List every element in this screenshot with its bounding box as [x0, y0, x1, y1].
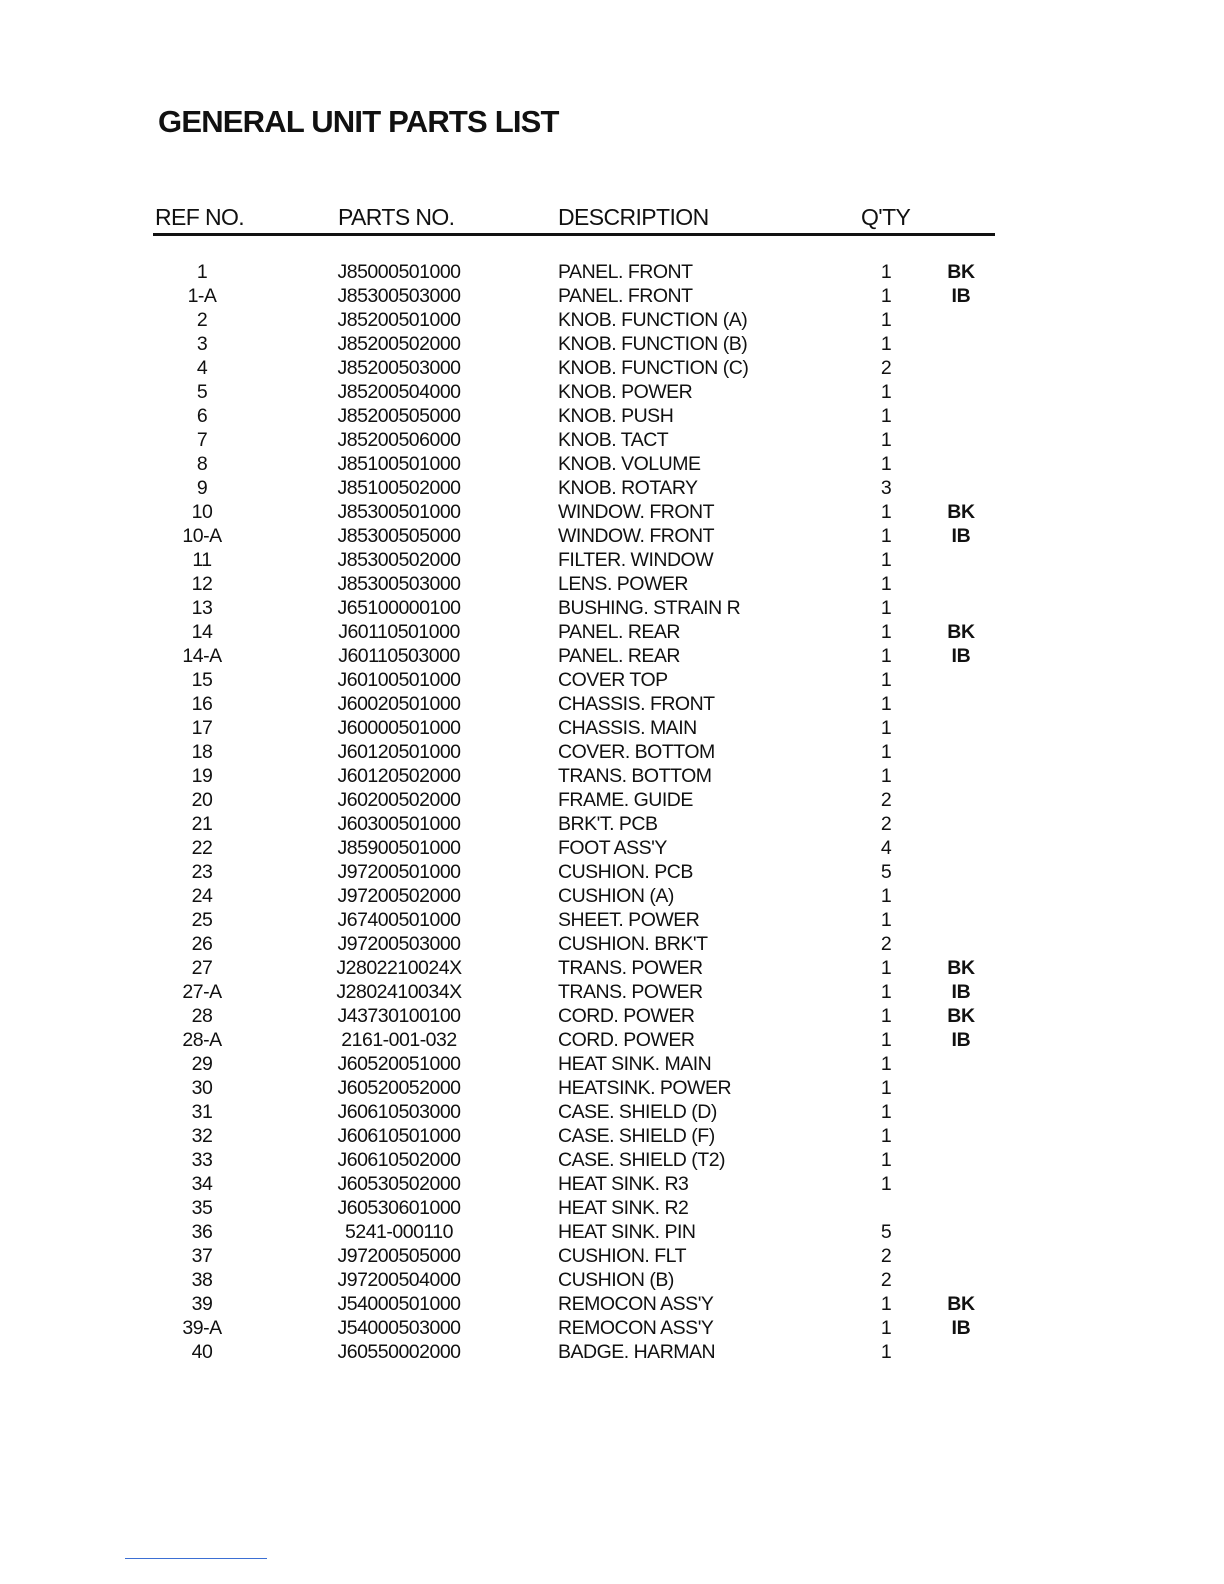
color-code-cell: IB — [951, 1029, 971, 1051]
qty-cell: 1 — [880, 381, 892, 403]
parts-no-cell: J60110501000 — [338, 621, 460, 643]
ref-cell: 35 — [191, 1197, 213, 1219]
table-row — [0, 788, 1224, 812]
qty-cell: 1 — [880, 453, 892, 475]
ref-cell: 39 — [191, 1293, 213, 1315]
qty-cell: 1 — [880, 261, 892, 283]
table-row — [0, 1028, 1224, 1052]
color-code-cell: IB — [951, 1317, 971, 1339]
description-cell: PANEL. REAR — [558, 621, 681, 643]
ref-cell: 17 — [191, 717, 213, 739]
ref-cell: 4 — [196, 357, 208, 379]
description-cell: CHASSIS. FRONT — [558, 693, 715, 715]
table-row — [0, 356, 1224, 380]
parts-no-cell: J85300503000 — [337, 573, 461, 595]
ref-cell: 30 — [191, 1077, 213, 1099]
table-row — [0, 764, 1224, 788]
parts-no-cell: J60300501000 — [337, 813, 461, 835]
ref-cell: 20 — [191, 789, 213, 811]
table-row — [0, 1100, 1224, 1124]
color-code-cell: IB — [951, 645, 971, 667]
description-cell: KNOB. TACT — [558, 429, 669, 451]
description-cell: BRK'T. PCB — [558, 813, 658, 835]
color-code-cell: IB — [951, 981, 971, 1003]
qty-cell: 3 — [880, 477, 892, 499]
qty-cell: 1 — [880, 957, 892, 979]
ref-cell: 34 — [191, 1173, 213, 1195]
table-row — [0, 1244, 1224, 1268]
ref-cell: 26 — [191, 933, 213, 955]
description-cell: FOOT ASS'Y — [558, 837, 667, 859]
parts-no-cell: J85200503000 — [337, 357, 461, 379]
ref-cell: 9 — [196, 477, 208, 499]
qty-cell: 1 — [880, 597, 892, 619]
table-row — [0, 548, 1224, 572]
description-cell: KNOB. PUSH — [558, 405, 674, 427]
table-row — [0, 428, 1224, 452]
description-cell: HEAT SINK. PIN — [558, 1221, 696, 1243]
table-row — [0, 308, 1224, 332]
qty-cell: 5 — [880, 861, 892, 883]
parts-no-cell: J54000501000 — [337, 1293, 461, 1315]
description-cell: CHASSIS. MAIN — [558, 717, 697, 739]
parts-no-cell: J97200503000 — [337, 933, 461, 955]
table-row — [0, 644, 1224, 668]
ref-cell: 7 — [196, 429, 208, 451]
description-cell: HEATSINK. POWER — [558, 1077, 732, 1099]
qty-cell: 1 — [880, 1341, 892, 1363]
description-cell: CASE. SHIELD (T2) — [558, 1149, 726, 1171]
parts-no-cell: J60550002000 — [337, 1341, 461, 1363]
description-cell: KNOB. FUNCTION (B) — [558, 333, 748, 355]
ref-cell: 6 — [196, 405, 208, 427]
description-cell: TRANS. BOTTOM — [558, 765, 712, 787]
description-cell: WINDOW. FRONT — [558, 525, 714, 547]
ref-cell: 23 — [191, 861, 213, 883]
ref-cell: 11 — [192, 549, 212, 571]
description-cell: HEAT SINK. MAIN — [558, 1053, 712, 1075]
description-cell: PANEL. FRONT — [558, 285, 693, 307]
qty-cell: 1 — [880, 741, 892, 763]
table-row — [0, 1220, 1224, 1244]
parts-no-cell: J60020501000 — [337, 693, 461, 715]
description-cell: CUSHION. PCB — [558, 861, 693, 883]
ref-cell: 10 — [191, 501, 213, 523]
ref-cell: 24 — [191, 885, 213, 907]
parts-no-cell: J85300502000 — [337, 549, 461, 571]
parts-no-cell: J97200505000 — [337, 1245, 461, 1267]
table-row — [0, 860, 1224, 884]
table-row — [0, 500, 1224, 524]
qty-cell: 2 — [880, 789, 892, 811]
description-cell: COVER TOP — [558, 669, 668, 691]
ref-cell: 21 — [191, 813, 213, 835]
ref-cell: 2 — [196, 309, 208, 331]
qty-cell: 1 — [880, 1125, 892, 1147]
qty-cell: 1 — [880, 1317, 892, 1339]
column-header-description: DESCRIPTION — [558, 204, 709, 230]
ref-cell: 37 — [191, 1245, 213, 1267]
qty-cell: 1 — [880, 981, 892, 1003]
qty-cell: 2 — [880, 357, 892, 379]
table-row — [0, 836, 1224, 860]
ref-cell: 32 — [191, 1125, 213, 1147]
table-row — [0, 524, 1224, 548]
qty-cell: 1 — [880, 765, 892, 787]
ref-cell: 31 — [191, 1101, 213, 1123]
qty-cell: 2 — [880, 813, 892, 835]
color-code-cell: BK — [947, 1005, 975, 1027]
color-code-cell: BK — [947, 621, 975, 643]
qty-cell: 1 — [880, 501, 892, 523]
table-row — [0, 332, 1224, 356]
table-row — [0, 908, 1224, 932]
ref-cell: 25 — [191, 909, 213, 931]
qty-cell: 1 — [880, 573, 892, 595]
qty-cell: 1 — [880, 1053, 892, 1075]
qty-cell: 1 — [880, 1077, 892, 1099]
table-row — [0, 812, 1224, 836]
description-cell: CUSHION (A) — [558, 885, 674, 907]
parts-no-cell: J60200502000 — [337, 789, 461, 811]
column-header-qty: Q'TY — [861, 204, 911, 230]
qty-cell: 1 — [880, 909, 892, 931]
table-row — [0, 692, 1224, 716]
qty-cell: 1 — [880, 717, 892, 739]
qty-cell: 1 — [880, 285, 892, 307]
table-row — [0, 380, 1224, 404]
description-cell: KNOB. ROTARY — [558, 477, 698, 499]
qty-cell: 1 — [880, 1173, 892, 1195]
table-row — [0, 1004, 1224, 1028]
description-cell: HEAT SINK. R3 — [558, 1173, 689, 1195]
table-row — [0, 596, 1224, 620]
qty-cell: 1 — [880, 645, 892, 667]
qty-cell: 1 — [880, 1029, 892, 1051]
parts-no-cell: J67400501000 — [337, 909, 461, 931]
ref-cell: 19 — [191, 765, 213, 787]
description-cell: SHEET. POWER — [558, 909, 700, 931]
column-header-ref-no: REF NO. — [155, 204, 245, 230]
parts-no-cell: J85300501000 — [337, 501, 461, 523]
description-cell: CUSHION (B) — [558, 1269, 674, 1291]
table-row — [0, 668, 1224, 692]
ref-cell: 29 — [191, 1053, 213, 1075]
color-code-cell: BK — [947, 261, 975, 283]
qty-cell: 1 — [880, 333, 892, 355]
qty-cell: 1 — [880, 885, 892, 907]
parts-no-cell: J60100501000 — [337, 669, 461, 691]
parts-no-cell: J60530502000 — [337, 1173, 461, 1195]
parts-no-cell: J85200504000 — [337, 381, 461, 403]
table-row — [0, 1052, 1224, 1076]
qty-cell: 2 — [880, 1245, 892, 1267]
table-row — [0, 1172, 1224, 1196]
ref-cell: 15 — [191, 669, 213, 691]
color-code-cell: IB — [951, 285, 971, 307]
table-row — [0, 476, 1224, 500]
parts-no-cell: 2161-001-032 — [341, 1029, 457, 1051]
ref-cell: 27-A — [182, 981, 222, 1003]
table-row — [0, 1076, 1224, 1100]
parts-no-cell: J65100000100 — [337, 597, 461, 619]
description-cell: CUSHION. FLT — [558, 1245, 686, 1267]
table-row — [0, 740, 1224, 764]
parts-no-cell: J85200502000 — [337, 333, 461, 355]
ref-cell: 8 — [196, 453, 208, 475]
description-cell: PANEL. REAR — [558, 645, 681, 667]
color-code-cell: BK — [947, 957, 975, 979]
description-cell: TRANS. POWER — [558, 957, 703, 979]
description-cell: REMOCON ASS'Y — [558, 1293, 714, 1315]
description-cell: HEAT SINK. R2 — [558, 1197, 689, 1219]
qty-cell: 2 — [880, 933, 892, 955]
parts-no-cell: J60530601000 — [337, 1197, 461, 1219]
table-row — [0, 572, 1224, 596]
qty-cell: 1 — [880, 405, 892, 427]
description-cell: LENS. POWER — [558, 573, 688, 595]
ref-cell: 28 — [191, 1005, 213, 1027]
ref-cell: 14-A — [182, 645, 222, 667]
parts-no-cell: J85300505000 — [337, 525, 461, 547]
table-row — [0, 260, 1224, 284]
qty-cell: 1 — [880, 429, 892, 451]
description-cell: TRANS. POWER — [558, 981, 703, 1003]
ref-cell: 13 — [191, 597, 213, 619]
footer-line — [125, 1558, 267, 1559]
parts-no-cell: J43730100100 — [337, 1005, 461, 1027]
description-cell: FRAME. GUIDE — [558, 789, 693, 811]
parts-no-cell: J85100501000 — [337, 453, 461, 475]
description-cell: COVER. BOTTOM — [558, 741, 715, 763]
qty-cell: 1 — [880, 1101, 892, 1123]
description-cell: KNOB. POWER — [558, 381, 693, 403]
description-cell: CUSHION. BRK'T — [558, 933, 708, 955]
parts-no-cell: J60520052000 — [337, 1077, 461, 1099]
qty-cell: 1 — [880, 621, 892, 643]
parts-no-cell: J2802410034X — [336, 981, 462, 1003]
parts-table — [0, 260, 1224, 1364]
table-row — [0, 452, 1224, 476]
description-cell: BADGE. HARMAN — [558, 1341, 716, 1363]
description-cell: KNOB. FUNCTION (A) — [558, 309, 748, 331]
ref-cell: 18 — [191, 741, 213, 763]
qty-cell: 4 — [880, 837, 892, 859]
ref-cell: 40 — [191, 1341, 213, 1363]
ref-cell: 27 — [191, 957, 213, 979]
parts-no-cell: J97200501000 — [337, 861, 461, 883]
color-code-cell: IB — [951, 525, 971, 547]
parts-no-cell: J60110503000 — [338, 645, 460, 667]
table-row — [0, 716, 1224, 740]
parts-no-cell: J60120502000 — [337, 765, 461, 787]
parts-no-cell: J60610502000 — [337, 1149, 461, 1171]
ref-cell: 14 — [191, 621, 213, 643]
description-cell: KNOB. VOLUME — [558, 453, 701, 475]
parts-no-cell: J97200502000 — [337, 885, 461, 907]
description-cell: KNOB. FUNCTION (C) — [558, 357, 749, 379]
description-cell: FILTER. WINDOW — [558, 549, 714, 571]
table-row — [0, 1196, 1224, 1220]
description-cell: CORD. POWER — [558, 1005, 695, 1027]
table-row — [0, 1268, 1224, 1292]
parts-no-cell: J97200504000 — [337, 1269, 461, 1291]
parts-no-cell: J60610503000 — [337, 1101, 461, 1123]
qty-cell: 1 — [880, 669, 892, 691]
column-header-parts-no: PARTS NO. — [338, 204, 455, 230]
table-row — [0, 884, 1224, 908]
ref-cell: 10-A — [182, 525, 222, 547]
color-code-cell: BK — [947, 501, 975, 523]
color-code-cell: BK — [947, 1293, 975, 1315]
description-cell: CORD. POWER — [558, 1029, 695, 1051]
description-cell: CASE. SHIELD (F) — [558, 1125, 715, 1147]
parts-no-cell: J60520051000 — [337, 1053, 461, 1075]
description-cell: BUSHING. STRAIN R — [558, 597, 741, 619]
parts-no-cell: J85200501000 — [337, 309, 461, 331]
parts-no-cell: J85300503000 — [337, 285, 461, 307]
qty-cell: 1 — [880, 525, 892, 547]
table-row — [0, 1340, 1224, 1364]
qty-cell: 1 — [880, 693, 892, 715]
table-row — [0, 980, 1224, 1004]
ref-cell: 28-A — [182, 1029, 222, 1051]
ref-cell: 22 — [191, 837, 213, 859]
qty-cell: 1 — [880, 309, 892, 331]
ref-cell: 1 — [196, 261, 208, 283]
ref-cell: 5 — [196, 381, 208, 403]
parts-no-cell: J2802210024X — [336, 957, 462, 979]
parts-no-cell: J85200506000 — [337, 429, 461, 451]
table-row — [0, 620, 1224, 644]
parts-no-cell: J60610501000 — [337, 1125, 461, 1147]
qty-cell: 1 — [880, 549, 892, 571]
parts-no-cell: J60120501000 — [337, 741, 461, 763]
table-row — [0, 1148, 1224, 1172]
qty-cell: 1 — [880, 1005, 892, 1027]
ref-cell: 38 — [191, 1269, 213, 1291]
ref-cell: 12 — [191, 573, 213, 595]
qty-cell: 1 — [880, 1149, 892, 1171]
parts-no-cell: J54000503000 — [337, 1317, 461, 1339]
description-cell: PANEL. FRONT — [558, 261, 693, 283]
table-row — [0, 932, 1224, 956]
description-cell: REMOCON ASS'Y — [558, 1317, 714, 1339]
page-title: GENERAL UNIT PARTS LIST — [158, 104, 559, 139]
qty-cell: 5 — [880, 1221, 892, 1243]
qty-cell: 2 — [880, 1269, 892, 1291]
parts-no-cell: J85200505000 — [337, 405, 461, 427]
ref-cell: 36 — [191, 1221, 213, 1243]
ref-cell: 1-A — [187, 285, 217, 307]
ref-cell: 33 — [191, 1149, 213, 1171]
parts-no-cell: J60000501000 — [337, 717, 461, 739]
table-row — [0, 1316, 1224, 1340]
table-row — [0, 404, 1224, 428]
parts-no-cell: J85100502000 — [337, 477, 461, 499]
table-row — [0, 284, 1224, 308]
table-row — [0, 1124, 1224, 1148]
table-row — [0, 956, 1224, 980]
parts-no-cell: J85000501000 — [337, 261, 461, 283]
qty-cell: 1 — [880, 1293, 892, 1315]
ref-cell: 16 — [191, 693, 213, 715]
description-cell: CASE. SHIELD (D) — [558, 1101, 717, 1123]
ref-cell: 3 — [196, 333, 208, 355]
ref-cell: 39-A — [182, 1317, 222, 1339]
header-divider — [153, 233, 995, 236]
description-cell: WINDOW. FRONT — [558, 501, 714, 523]
parts-no-cell: 5241-000110 — [345, 1221, 453, 1243]
table-row — [0, 1292, 1224, 1316]
parts-no-cell: J85900501000 — [337, 837, 461, 859]
